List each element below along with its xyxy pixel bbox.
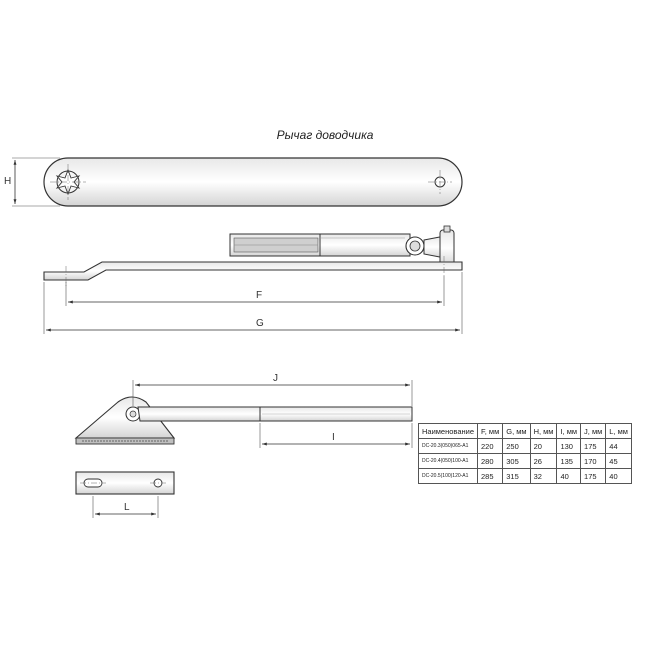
col-header-f: F, мм bbox=[478, 424, 503, 439]
cell-model: DC-20.5(100)120-A1 bbox=[419, 469, 478, 484]
cell-l: 40 bbox=[606, 469, 632, 484]
dimension-i-label: I bbox=[332, 432, 335, 443]
dimension-h-label: H bbox=[4, 176, 12, 187]
cell-i: 130 bbox=[557, 439, 581, 454]
cell-g: 315 bbox=[503, 469, 530, 484]
cell-j: 170 bbox=[581, 454, 606, 469]
dimension-f-label: F bbox=[256, 290, 263, 301]
spec-table-header-row bbox=[419, 424, 632, 439]
cell-j: 175 bbox=[581, 469, 606, 484]
col-header-l: L, мм bbox=[606, 424, 632, 439]
dimension-f bbox=[66, 276, 444, 306]
drawing-title: Рычаг доводчика bbox=[276, 128, 374, 142]
cell-h: 26 bbox=[530, 454, 557, 469]
cell-i: 40 bbox=[557, 469, 581, 484]
col-header-j: J, мм bbox=[581, 424, 606, 439]
cell-j: 175 bbox=[581, 439, 606, 454]
bracket-arm-view bbox=[76, 380, 412, 448]
table-row bbox=[419, 439, 632, 454]
lever-side-view bbox=[44, 226, 462, 334]
cell-model: DC-20.4(050)100-A1 bbox=[419, 454, 478, 469]
dimension-i bbox=[260, 423, 412, 448]
cell-g: 305 bbox=[503, 454, 530, 469]
dimension-g-label: G bbox=[256, 318, 264, 329]
cell-l: 45 bbox=[606, 454, 632, 469]
spec-table bbox=[418, 423, 632, 484]
cell-h: 32 bbox=[530, 469, 557, 484]
cell-i: 135 bbox=[557, 454, 581, 469]
col-header-i: I, мм bbox=[557, 424, 581, 439]
dimension-g bbox=[44, 272, 462, 334]
col-header-g: G, мм bbox=[503, 424, 530, 439]
dimension-j-label: J bbox=[273, 373, 278, 384]
cell-h: 20 bbox=[530, 439, 557, 454]
cell-f: 280 bbox=[478, 454, 503, 469]
cell-model: DC-20.3(050)065-A1 bbox=[419, 439, 478, 454]
cell-f: 285 bbox=[478, 469, 503, 484]
cell-l: 44 bbox=[606, 439, 632, 454]
table-row bbox=[419, 454, 632, 469]
lever-top-view bbox=[12, 158, 462, 206]
dimension-l-label: L bbox=[124, 502, 130, 513]
cell-g: 250 bbox=[503, 439, 530, 454]
col-header-name: Наименование bbox=[419, 424, 478, 439]
cell-f: 220 bbox=[478, 439, 503, 454]
table-row bbox=[419, 469, 632, 484]
col-header-h: H, мм bbox=[530, 424, 557, 439]
